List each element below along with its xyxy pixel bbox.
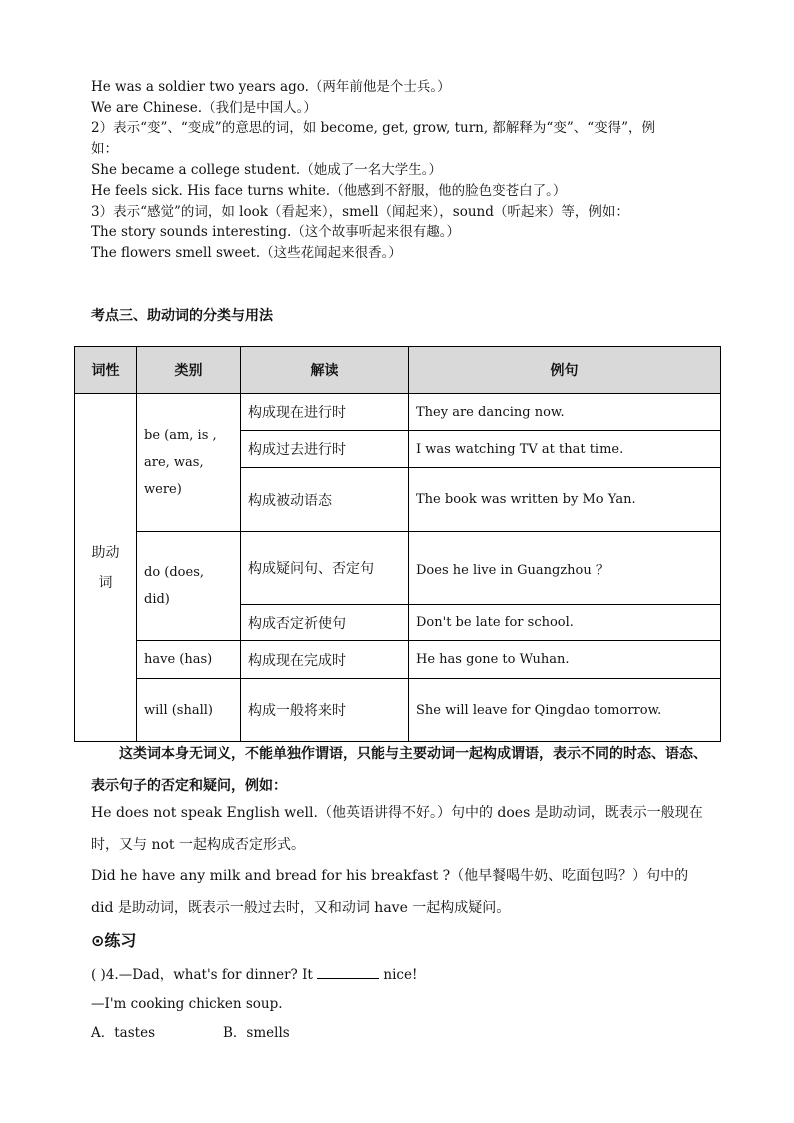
intro-line: 如： bbox=[91, 141, 118, 157]
intro-line: He feels sick. His face turns white.（他感到不舒服，他的脸色变苍白了。） bbox=[91, 183, 567, 199]
category-cell: be (am, is , are, was, were) bbox=[137, 394, 241, 532]
meaning-cell: 构成疑问句、否定句 bbox=[241, 532, 409, 605]
header-meaning: 解读 bbox=[241, 347, 409, 394]
example-cell: The book was written by Mo Yan. bbox=[409, 468, 721, 532]
table-row bbox=[75, 679, 721, 742]
header-category: 类别 bbox=[137, 347, 241, 394]
header-pos: 词性 bbox=[75, 347, 137, 394]
section-title: 考点三、助动词的分类与用法 bbox=[91, 308, 273, 324]
note-example-2: Did he have any milk and bread for his breakfast ?（他早餐喝牛奶、吃面包吗？）句中的 did 是助动词，既表示一般过去时，又和动词 have 一起构成疑问。 bbox=[91, 868, 689, 916]
intro-line: The story sounds interesting.（这个故事听起来很有趣。） bbox=[91, 224, 461, 240]
intro-line: The flowers smell sweet.（这些花闻起来很香。） bbox=[91, 245, 402, 261]
table-row bbox=[75, 394, 721, 431]
answer-blank[interactable] bbox=[317, 964, 379, 979]
option-a[interactable]: A．tastes bbox=[91, 1025, 155, 1041]
option-b[interactable]: B．smells bbox=[223, 1025, 290, 1041]
category-cell: will (shall) bbox=[137, 679, 241, 742]
question-text-before: 4.—Dad，what's for dinner? It bbox=[105, 967, 318, 983]
example-cell: Does he live in Guangzhou ？ bbox=[409, 532, 721, 605]
meaning-cell: 构成现在进行时 bbox=[241, 394, 409, 431]
question-stem bbox=[91, 964, 417, 985]
header-example: 例句 bbox=[409, 347, 721, 394]
example-cell: She will leave for Qingdao tomorrow. bbox=[409, 679, 721, 742]
table-row bbox=[75, 532, 721, 605]
intro-line: He was a soldier two years ago.（两年前他是个士兵。） bbox=[91, 79, 451, 95]
example-cell: He has gone to Wuhan. bbox=[409, 641, 721, 679]
example-cell: They are dancing now. bbox=[409, 394, 721, 431]
pos-cell: 助动词 bbox=[75, 394, 137, 742]
category-cell: have (has) bbox=[137, 641, 241, 679]
answer-paren[interactable]: ( ) bbox=[91, 967, 106, 983]
example-cell: Don't be late for school. bbox=[409, 605, 721, 641]
intro-line: 2）表示“变”、“变成”的意思的词，如 become, get, grow, turn, 都解释为“变”、“变得”，例 bbox=[91, 120, 656, 136]
meaning-cell: 构成否定祈使句 bbox=[241, 605, 409, 641]
intro-line: She became a college student.（她成了一名大学生。） bbox=[91, 162, 442, 178]
category-cell: do (does, did) bbox=[137, 532, 241, 641]
table-row bbox=[75, 641, 721, 679]
note-example-1: He does not speak English well.（他英语讲得不好。）句中的 does 是助动词，既表示一般现在时，又与 not 一起构成否定形式。 bbox=[91, 805, 703, 853]
meaning-cell: 构成过去进行时 bbox=[241, 431, 409, 468]
intro-line: We are Chinese.（我们是中国人。） bbox=[91, 100, 317, 116]
question-text-after: nice! bbox=[379, 967, 418, 983]
example-cell: I was watching TV at that time. bbox=[409, 431, 721, 468]
meaning-cell: 构成现在完成时 bbox=[241, 641, 409, 679]
question-reply: —I'm cooking chicken soup. bbox=[91, 996, 283, 1012]
auxiliary-verb-table bbox=[74, 346, 721, 742]
meaning-cell: 构成一般将来时 bbox=[241, 679, 409, 742]
table-header-row bbox=[75, 347, 721, 394]
note-paragraph: 这类词本身无词义，不能单独作谓语，只能与主要动词一起构成谓语，表示不同的时态、语态、表示句子的否定和疑问，例如： bbox=[91, 746, 707, 794]
practice-title: ⊙练习 bbox=[91, 931, 137, 950]
meaning-cell: 构成被动语态 bbox=[241, 468, 409, 532]
intro-line: 3）表示“感觉”的词，如 look（看起来），smell（闻起来），sound（听起来）等，例如： bbox=[91, 204, 629, 220]
